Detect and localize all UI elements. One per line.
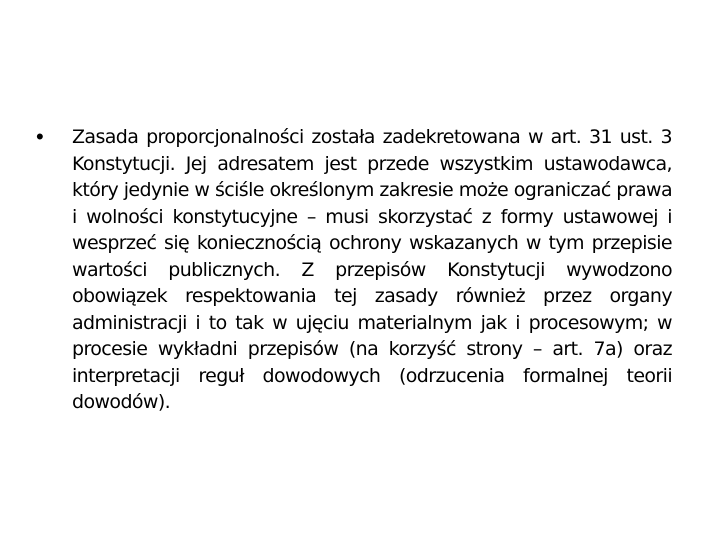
bullet-paragraph: Zasada proporcjonalności została zadekretowana w art. 31 ust. 3 Konstytucji. Jej adresatem jest przede wszystkim ustawodawca, który jedynie w ściśle określonym zakresie może ograniczać prawa i wolności konstytucyjne – musi skorzystać z formy ustawowej i wesprzeć się koniecznością ochrony wskazanych w tym przepisie wartości publicznych. Z przepisów Konstytucji wywodzono obowiązek respektowania tej zasady również przez organy administracji i to tak w ujęciu materialnym jak i procesowym; w procesie wykładni przepisów (na korzyść strony – art. 7a) oraz interpretacji reguł dowodowych (odrzucenia formalnej teorii dowodów). [72, 126, 672, 413]
bullet-icon: • [36, 124, 44, 149]
bullet-list-item [36, 124, 672, 416]
